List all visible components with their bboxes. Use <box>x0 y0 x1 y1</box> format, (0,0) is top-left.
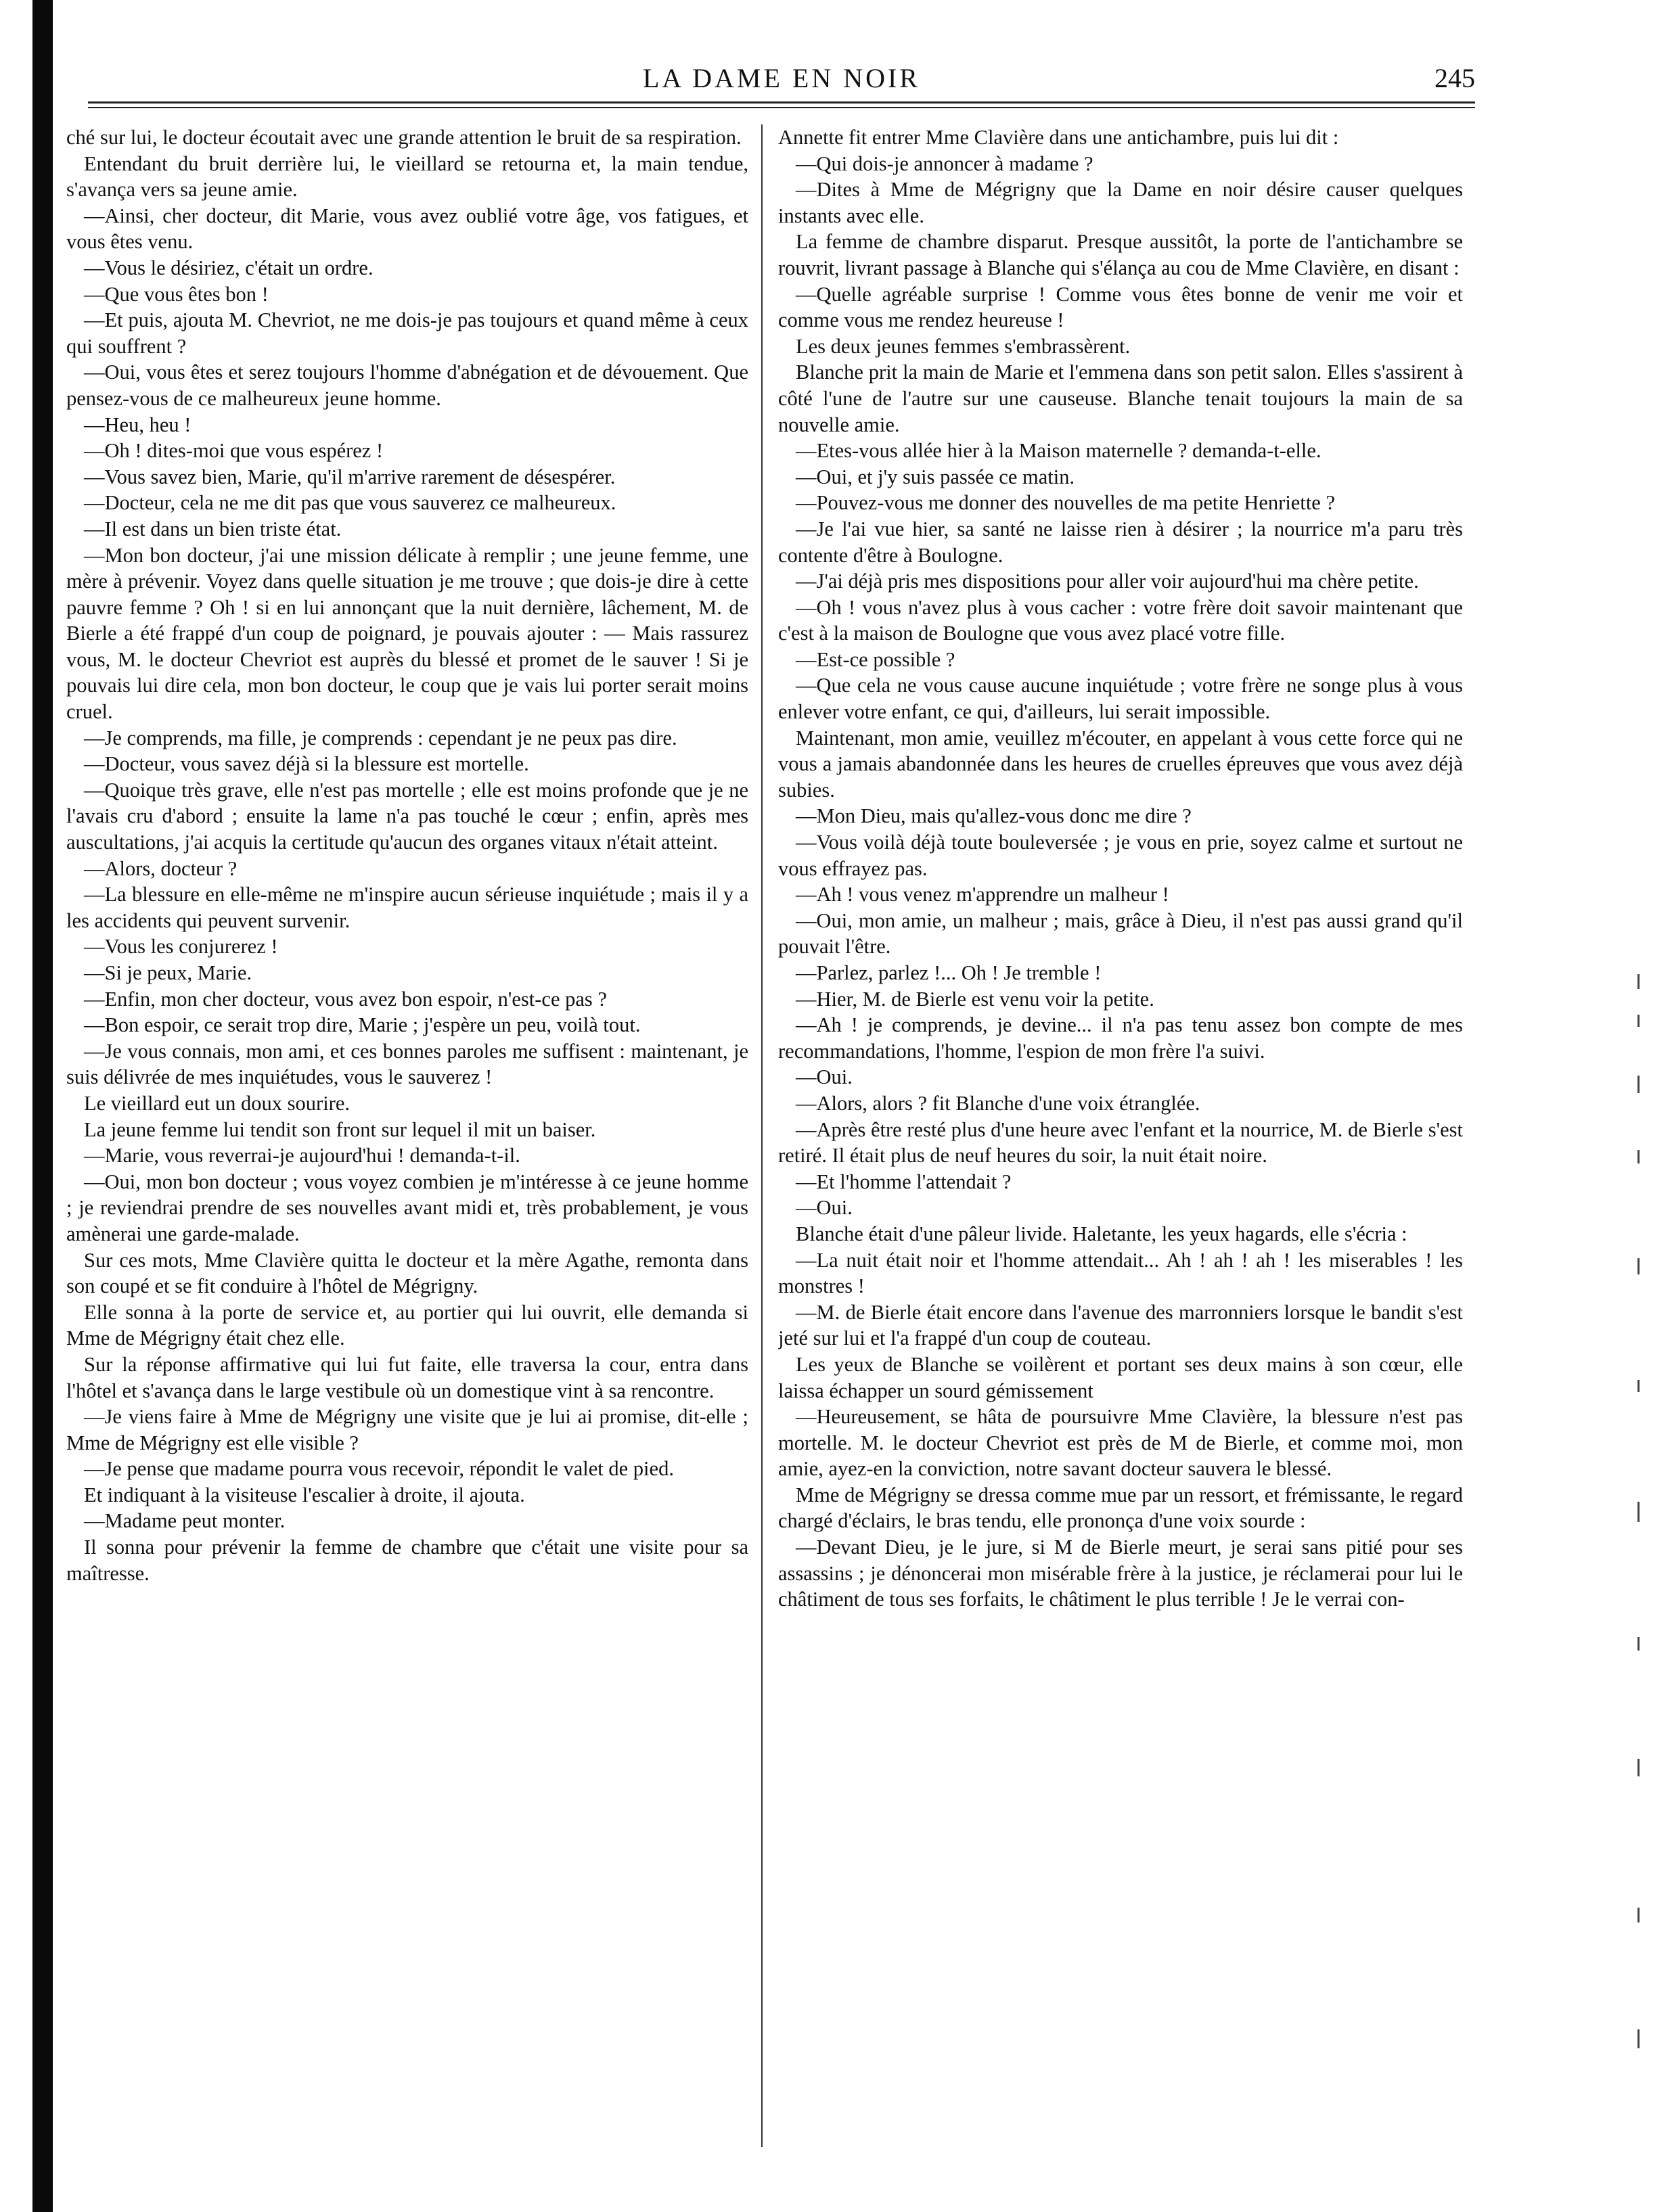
paragraph: —Vous les conjurerez ! <box>84 935 278 959</box>
column-divider <box>761 124 763 2147</box>
paragraph: —La blessure en elle-même ne m'inspire aucun sérieuse inquiétude ; mais il y a les accidents qui peuvent survenir. <box>66 883 748 932</box>
paragraph: —Que cela ne vous cause aucune inquiétude ; votre frère ne songe plus à vous enlever votre enfant, ce qui, d'ailleurs, lui serait impossible. <box>778 674 1463 724</box>
paragraph: —Hier, M. de Bierle est venu voir la petite. <box>796 987 1154 1011</box>
paragraph: —Ainsi, cher docteur, dit Marie, vous avez oublié votre âge, vos fatigues, et vous êtes venu. <box>66 204 748 254</box>
paragraph: —Oui, et j'y suis passée ce matin. <box>796 465 1075 488</box>
paragraph: —Après être resté plus d'une heure avec l'enfant et la nourrice, M. de Bierle s'est retiré. Il était plus de neuf heures du soir, la nuit était noire. <box>778 1117 1463 1168</box>
paragraph: —M. de Bierle était encore dans l'avenue des marronniers lorsque le bandit s'est jeté sur lui et l'a frappé d'un coup de couteau. <box>778 1300 1463 1350</box>
paragraph: —Docteur, vous savez déjà si la blessure est mortelle. <box>84 752 529 776</box>
paragraph: —Que vous êtes bon ! <box>84 282 269 306</box>
paragraph: —Mon bon docteur, j'ai une mission délicate à remplir ; une jeune femme, une mère à prévenir. Voyez dans quelle situation je me trouve ; que dois-je dire à cette pauvre femme ? Oh ! si en lui annonçant que la nuit dernière, lâchement, M. de Bierle a été frappé d'un coup de poignard, je pouvais ajouter : — Mais rassurez vous, M. le docteur Chevriot est auprès du blessé et promet de le sauver ! Si je pouvais lui dire cela, mon bon docteur, le coup que je vais lui porter serait moins cruel. <box>66 543 748 724</box>
paragraph: —Je pense que madame pourra vous recevoir, répondit le valet de pied. <box>84 1457 674 1481</box>
header-rule-thick <box>88 101 1475 103</box>
paragraph: Entendant du bruit derrière lui, le vieillard se retourna et, la main tendue, s'avança vers sa jeune amie. <box>66 152 748 202</box>
paragraph: —J'ai déjà pris mes dispositions pour aller voir aujourd'hui ma chère petite. <box>796 570 1419 593</box>
paragraph: —Est-ce possible ? <box>796 647 955 671</box>
left-column <box>66 124 748 2154</box>
paragraph: —Enfin, mon cher docteur, vous avez bon espoir, n'est-ce pas ? <box>84 987 607 1011</box>
paragraph: —Oui. <box>796 1065 853 1089</box>
paragraph: —Alors, alors ? fit Blanche d'une voix étranglée. <box>796 1091 1200 1115</box>
paragraph: —Et l'homme l'attendait ? <box>796 1170 1012 1193</box>
paragraph: —Devant Dieu, je le jure, si M de Bierle meurt, je serai sans pitié pour ses assassins ; je dénoncerai mon misérable frère à la justice, je réclamerai pour lui le châtiment de tous ses forfaits, le châtiment le plus terrible ! Je le verrai con- <box>778 1536 1463 1611</box>
paragraph: —Oh ! vous n'avez plus à vous cacher : votre frère doit savoir maintenant que c'est à la maison de Boulogne que vous avez placé votre fille. <box>778 595 1463 645</box>
paragraph: Il sonna pour prévenir la femme de chambre que c'était une visite pour sa maîtresse. <box>66 1536 748 1585</box>
paragraph: —Heu, heu ! <box>84 413 191 436</box>
paragraph: —Vous voilà déjà toute bouleversée ; je vous en prie, soyez calme et surtout ne vous effrayez pas. <box>778 831 1463 880</box>
paragraph: Mme de Mégrigny se dressa comme mue par un ressort, et frémissante, le regard chargé d'éclairs, le bras tendu, elle prononça d'une voix sourde : <box>778 1483 1463 1533</box>
paragraph: —Je vous connais, mon ami, et ces bonnes paroles me suffisent : maintenant, je suis délivrée de mes inquiétudes, vous le sauverez ! <box>66 1039 748 1089</box>
paragraph: Sur ces mots, Mme Clavière quitta le docteur et la mère Agathe, remonta dans son coupé et se fit conduire à l'hôtel de Mégrigny. <box>66 1248 748 1298</box>
right-column <box>778 124 1463 2154</box>
paragraph: —Oui, mon amie, un malheur ; mais, grâce à Dieu, il n'est pas aussi grand qu'il pouvait l'être. <box>778 908 1463 959</box>
paragraph: Maintenant, mon amie, veuillez m'écouter, en appelant à vous cette force qui ne vous a jamais abandonnée dans les heures de cruelles épreuves que vous avez déjà subies. <box>778 726 1463 802</box>
paragraph: —Docteur, cela ne me dit pas que vous sauverez ce malheureux. <box>84 491 616 515</box>
running-title: LA DAME EN NOIR <box>643 63 920 93</box>
paragraph: —Quoique très grave, elle n'est pas mortelle ; elle est moins profonde que je ne l'avais cru d'abord ; ensuite la lame n'a pas touché le cœur ; enfin, après mes auscultations, j'ai acquis la certitude qu'aucun des organes vitaux n'était atteint. <box>66 778 748 854</box>
paragraph: La femme de chambre disparut. Presque aussitôt, la porte de l'antichambre se rouvrit, livrant passage à Blanche qui s'élança au cou de Mme Clavière, en disant : <box>778 230 1463 279</box>
paragraph: —Marie, vous reverrai-je aujourd'hui ! demanda-t-il. <box>84 1144 520 1168</box>
paragraph: ché sur lui, le docteur écoutait avec une grande attention le bruit de sa respiration. <box>66 126 742 149</box>
paragraph: —Ah ! je comprends, je devine... il n'a pas tenu assez bon compte de mes recommandations, l'homme, l'espion de mon frère l'a suivi. <box>778 1013 1463 1063</box>
paragraph: —Oui, mon bon docteur ; vous voyez combien je m'intéresse à ce jeune homme ; je reviendrai prendre de ses nouvelles avant midi et, très probablement, je vous amènerai une garde-malade. <box>66 1170 748 1245</box>
paragraph: —Il est dans un bien triste état. <box>84 517 342 540</box>
paragraph: Les deux jeunes femmes s'embrassèrent. <box>796 334 1131 358</box>
paragraph: —Oh ! dites-moi que vous espérez ! <box>84 439 384 463</box>
paragraph: —Etes-vous allée hier à la Maison maternelle ? demanda-t-elle. <box>796 439 1321 463</box>
page-binding-edge <box>32 0 53 2212</box>
paragraph: Le vieillard eut un doux sourire. <box>84 1091 351 1115</box>
paragraph: Sur la réponse affirmative qui lui fut faite, elle traversa la cour, entra dans l'hôtel et s'avança dans le large vestibule où un domestique vint à sa rencontre. <box>66 1352 748 1402</box>
paragraph: —La nuit était noir et l'homme attendait... Ah ! ah ! ah ! les miserables ! les monstres ! <box>778 1248 1463 1298</box>
paragraph: —Ah ! vous venez m'apprendre un malheur ! <box>796 883 1169 906</box>
paragraph: —Heureusement, se hâta de poursuivre Mme Clavière, la blessure n'est pas mortelle. M. le docteur Chevriot est près de M de Bierle, et comme moi, mon amie, ayez-en la conviction, notre savant docteur sauvera le blessé. <box>778 1405 1463 1481</box>
paragraph: —Et puis, ajouta M. Chevriot, ne me dois-je pas toujours et quand même à ceux qui souffrent ? <box>66 308 748 358</box>
paragraph: —Oui, vous êtes et serez toujours l'homme d'abnégation et de dévouement. Que pensez-vous de ce malheureux jeune homme. <box>66 361 748 410</box>
paragraph: —Madame peut monter. <box>84 1509 286 1533</box>
paragraph: Elle sonna à la porte de service et, au portier qui lui ouvrit, elle demanda si Mme de Mégrigny était chez elle. <box>66 1300 748 1350</box>
paragraph: —Pouvez-vous me donner des nouvelles de ma petite Henriette ? <box>796 491 1335 515</box>
paragraph: Et indiquant à la visiteuse l'escalier à droite, il ajouta. <box>84 1483 525 1506</box>
paragraph: —Si je peux, Marie. <box>84 961 252 984</box>
paragraph: —Bon espoir, ce serait trop dire, Marie ; j'espère un peu, voilà tout. <box>84 1013 641 1037</box>
paragraph: Annette fit entrer Mme Clavière dans une antichambre, puis lui dit : <box>778 126 1339 149</box>
paragraph: —Parlez, parlez !... Oh ! Je tremble ! <box>796 961 1102 984</box>
paragraph: —Dites à Mme de Mégrigny que la Dame en noir désire causer quelques instants avec elle. <box>778 178 1463 227</box>
paragraph: —Qui dois-je annoncer à madame ? <box>796 152 1093 175</box>
paragraph: —Oui. <box>796 1196 853 1220</box>
paragraph: —Vous le désiriez, c'était un ordre. <box>84 256 374 279</box>
paragraph: La jeune femme lui tendit son front sur lequel il mit un baiser. <box>84 1117 596 1141</box>
paragraph: Blanche prit la main de Marie et l'emmena dans son petit salon. Elles s'assirent à côté l'une de l'autre sur une causeuse. Blanche tenait toujours la main de sa nouvelle amie. <box>778 361 1463 436</box>
paragraph: Blanche était d'une pâleur livide. Haletante, les yeux hagards, elle s'écria : <box>796 1222 1407 1245</box>
page-number: 245 <box>1434 63 1475 93</box>
paragraph: —Je viens faire à Mme de Mégrigny une visite que je lui ai promise, dit-elle ; Mme de Mégrigny est elle visible ? <box>66 1405 748 1454</box>
paragraph: —Vous savez bien, Marie, qu'il m'arrive rarement de désespérer. <box>84 465 616 488</box>
paragraph: —Quelle agréable surprise ! Comme vous êtes bonne de venir me voir et comme vous me rendez heureuse ! <box>778 282 1463 332</box>
paragraph: —Alors, docteur ? <box>84 856 238 880</box>
paragraph: —Je l'ai vue hier, sa santé ne laisse rien à désirer ; la nourrice m'a paru très contente d'être à Boulogne. <box>778 517 1463 567</box>
margin-scan-marks <box>1637 974 1658 2158</box>
paragraph: Les yeux de Blanche se voilèrent et portant ses deux mains à son cœur, elle laissa échapper un sourd gémissement <box>778 1352 1463 1402</box>
paragraph: —Je comprends, ma fille, je comprends : cependant je ne peux pas dire. <box>84 726 677 750</box>
header-rule-thin <box>88 107 1475 108</box>
paragraph: —Mon Dieu, mais qu'allez-vous donc me dire ? <box>796 804 1192 828</box>
